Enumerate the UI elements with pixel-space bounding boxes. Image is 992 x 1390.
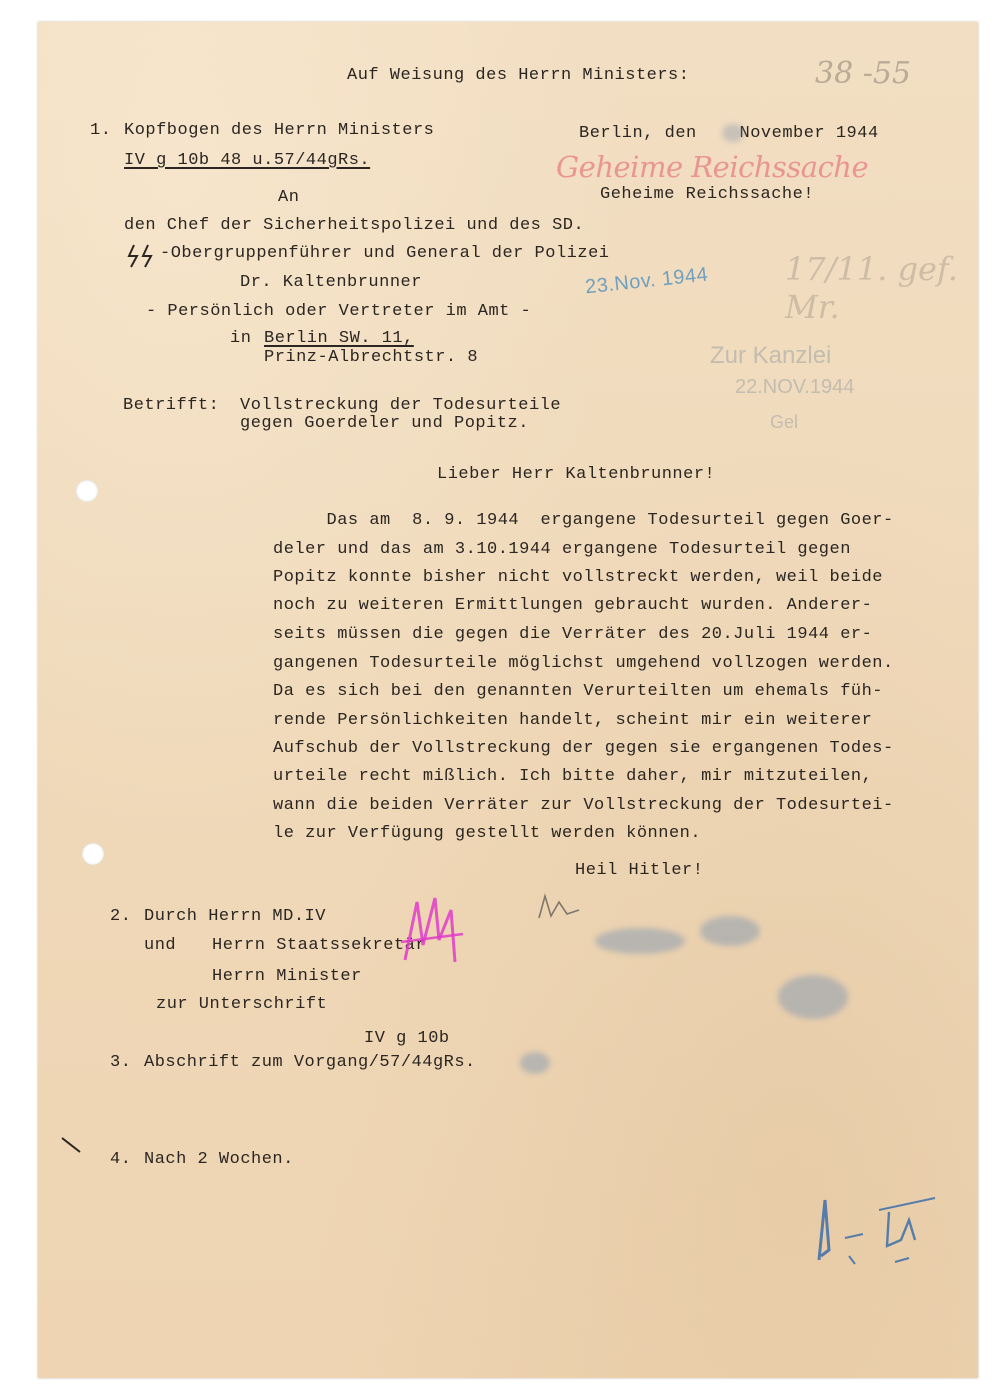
item3-text: Abschrift zum Vorgang/57/44gRs.: [144, 1053, 476, 1072]
item3-number: 3.: [110, 1053, 132, 1072]
address-name: Dr. Kaltenbrunner: [240, 273, 422, 292]
blue-signature-icon: [805, 1190, 955, 1280]
item2-line3: Herrn Minister: [212, 967, 362, 986]
address-city-prefix: in: [230, 329, 252, 348]
subject-line2: gegen Goerdeler und Popitz.: [240, 414, 529, 433]
address-an: An: [278, 188, 300, 207]
classification-typed: Geheime Reichssache!: [600, 185, 815, 204]
address-recipient: den Chef der Sicherheitspolizei und des SD.: [124, 216, 585, 235]
margin-mark: [60, 1136, 84, 1156]
item4-number: 4.: [110, 1150, 132, 1169]
punch-hole: [76, 480, 98, 502]
folio-number: 38 -55: [815, 56, 912, 91]
letter-line: rende Persönlichkeiten handelt, scheint mir ein weiterer: [273, 711, 873, 730]
header-instruction: Auf Weisung des Herrn Ministers:: [347, 66, 690, 85]
item2-line1: Durch Herrn MD.IV: [144, 907, 326, 926]
subject-label: Betrifft:: [123, 396, 220, 415]
closing: Heil Hitler!: [575, 861, 704, 880]
address-personal: - Persönlich oder Vertreter im Amt -: [146, 302, 532, 321]
ink-blot: [595, 928, 685, 954]
place-date: Berlin, den November 1944: [579, 124, 879, 143]
magenta-initials-icon: [395, 890, 475, 975]
classification-stamp: Geheime Reichssache: [556, 150, 869, 184]
punch-hole: [82, 843, 104, 865]
letter-line: urteile recht mißlich. Ich bitte daher, mir mitzuteilen,: [273, 767, 873, 786]
kanzlei-stamp: Zur Kanzlei: [710, 342, 832, 369]
item2-und: und: [144, 936, 177, 955]
ink-blot: [520, 1052, 550, 1074]
letter-line: le zur Verfügung gestellt werden können.: [273, 824, 702, 843]
kanzlei-stamp-date: 22.NOV.1944: [735, 376, 855, 398]
grey-initial-icon: [535, 892, 585, 922]
item4-text: Nach 2 Wochen.: [144, 1150, 294, 1169]
item1-letterhead: Kopfbogen des Herrn Ministers: [124, 121, 435, 140]
letter-line: Popitz konnte bisher nicht vollstreckt werden, weil beide: [273, 568, 883, 587]
letter-line: seits müssen die gegen die Verräter des 20.Juli 1944 er-: [273, 625, 873, 644]
salutation: Lieber Herr Kaltenbrunner!: [437, 465, 716, 484]
ink-blot: [778, 975, 848, 1019]
kanzlei-stamp-signature: Gel: [770, 412, 799, 432]
item2-line4: zur Unterschrift: [156, 995, 328, 1014]
letter-line: gangenen Todesurteile möglichst umgehend vollzogen werden.: [273, 654, 894, 673]
subject-line1: Vollstreckung der Todesurteile: [240, 396, 562, 415]
ink-blot: [700, 916, 760, 946]
address-street: Prinz-Albrechtstr. 8: [264, 348, 479, 367]
letter-line: Da es sich bei den genannten Verurteilten um ehemals füh-: [273, 682, 883, 701]
item2-number: 2.: [110, 907, 132, 926]
letter-line: Aufschub der Vollstreckung der gegen sie ergangenen Todes-: [273, 739, 894, 758]
ss-runes-icon: [126, 243, 160, 269]
address-rank: -Obergruppenführer und General der Polizei: [160, 244, 610, 263]
item1-number: 1.: [90, 121, 112, 140]
marginal-note: 17/11. gef. Mr.: [785, 250, 958, 326]
letter-line: Das am 8. 9. 1944 ergangene Todesurteil gegen Goer-: [273, 511, 894, 530]
received-date-stamp: 23.Nov. 1944: [584, 263, 710, 299]
ink-smudge: [722, 124, 744, 142]
item1-reference: IV g 10b 48 u.57/44gRs.: [124, 151, 371, 170]
letter-line: deler und das am 3.10.1944 ergangene Todesurteil gegen: [273, 540, 851, 559]
letter-line: noch zu weiteren Ermittlungen gebraucht wurden. Anderer-: [273, 596, 873, 615]
item2-line2: Herrn Staatssekretär: [212, 936, 427, 955]
item2-dept: IV g 10b: [364, 1029, 450, 1048]
letter-line: wann die beiden Verräter zur Vollstreckung der Todesurtei-: [273, 796, 894, 815]
address-city: Berlin SW. 11,: [264, 329, 414, 348]
